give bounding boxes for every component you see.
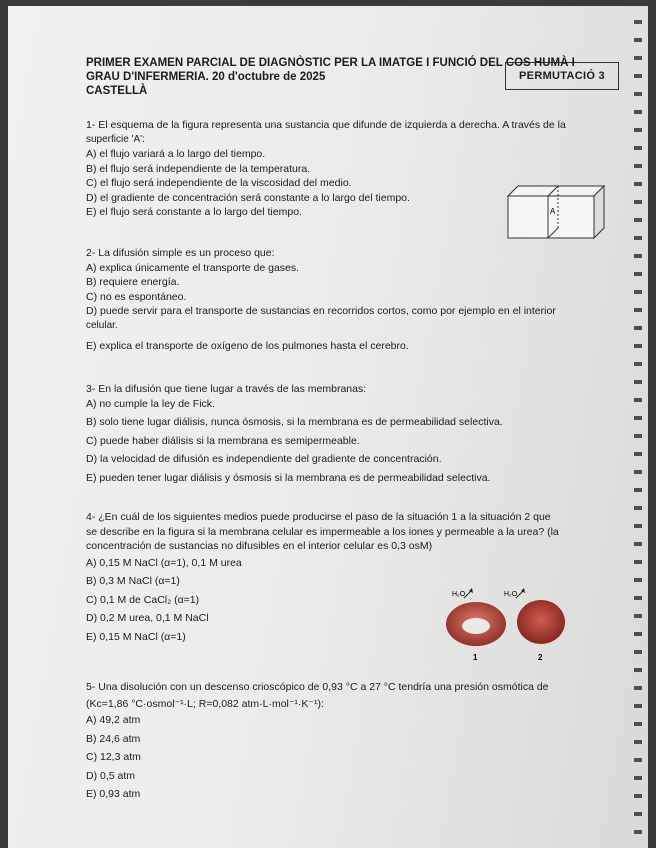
option-b: B) 0,3 M NaCl (α=1) [86,575,180,587]
question-2 [48,246,628,354]
exam-language: CASTELLÀ [86,85,148,97]
option-d: D) 0,5 atm [86,769,136,782]
option-b: B) el flujo será independiente de la temperatura. [86,162,311,175]
question-stem: 5- Una disolución con un descenso crioscópico de 0,93 °C a 27 °C tendría una presión osmótica de [86,681,549,693]
exam-subtitle: GRAU D'INFERMERIA. 20 d'octubre de 2025 [86,71,326,83]
option-a: A) no cumple la ley de Fick. [86,397,215,410]
option-e: E) el flujo será constante a lo largo del tiempo. [86,206,302,218]
option-b: B) solo tiene lugar diálisis, nunca ósmosis, si la membrana es de permeabilidad selectiva. [86,416,503,428]
option-d-continued: celular. [86,319,118,331]
water-label-1: H₂O [452,591,466,598]
question-stem: 4- ¿En cuál de los siguientes medios puede producirse el paso de la situación 1 a la situación 2 que [86,511,551,523]
question-stem: se describe en la figura si la membrana celular es impermeable a los iones y permeable a la urea? (la [86,525,559,538]
option-a: A) el flujo variará a lo largo del tiempo. [86,148,266,160]
option-e: E) pueden tener lugar diálisis y ósmosis si la membrana es de permeabilidad selectiva. [86,471,491,484]
water-label-2: H₂O [504,591,518,598]
option-d: D) la velocidad de difusión es independiente del gradiente de concentración. [86,453,442,465]
cell-1-label: 1 [473,653,478,662]
option-d: D) 0,2 M urea, 0,1 M NaCl [86,612,209,624]
red-cell-2 [517,600,565,644]
option-c: C) 0,1 M de CaCl₂ (α=1) [86,593,200,606]
option-e: E) explica el transporte de oxígeno de los pulmones hasta el cerebro. [86,340,409,352]
cell-2-label: 2 [538,653,543,662]
option-d: D) puede servir para el transporte de sustancias en recorridos cortos, como por ejemplo en el interior [86,305,556,317]
option-b: B) requiere energía. [86,276,180,288]
option-d: D) el gradiente de concentración será constante a lo largo del tiempo. [86,191,410,204]
permutation-badge: PERMUTACIÓ 3 [505,62,619,90]
option-a: A) explica únicamente el transporte de gases. [86,261,300,274]
question-stem: concentración de sustancias no difusibles en el interior celular es 0,3 osM) [86,540,433,552]
option-a: A) 49,2 atm [86,714,141,726]
option-c: C) el flujo será independiente de la viscosidad del medio. [86,177,352,189]
question-5 [48,680,628,802]
option-a: A) 0,15 M NaCl (α=1), 0,1 M urea [86,556,242,569]
spiral-binding [634,6,642,848]
diffusion-box-figure [504,180,608,240]
option-b: B) 24,6 atm [86,732,141,745]
cell-osmosis-figure [438,580,578,666]
cell-center-depression [462,618,490,634]
question-stem: 3- En la difusión que tiene lugar a través de las membranas: [86,383,367,395]
exam-sheet [8,6,648,848]
option-e: E) 0,15 M NaCl (α=1) [86,630,186,643]
surface-a-label: A [550,207,556,216]
exam-title: PRIMER EXAMEN PARCIAL DE DIAGNÒSTIC PER LA IMATGE I FUNCIÓ DEL COS HUMÀ I [86,57,575,69]
question-stem: superficie 'A': [86,133,145,145]
question-stem: 2- La difusión simple es un proceso que: [86,247,275,259]
option-c: C) no es espontáneo. [86,290,187,303]
question-stem: (Kc=1,86 °C·osmol⁻¹·L; R=0,082 atm·L·mol⁻¹·K⁻¹): [86,697,324,710]
option-c: C) puede haber diálisis si la membrana es semipermeable. [86,434,360,447]
question-stem: 1- El esquema de la figura representa una sustancia que difunde de izquierda a derecha. A través de la [86,119,566,131]
question-3 [48,382,628,485]
option-e: E) 0,93 atm [86,788,141,800]
option-c: C) 12,3 atm [86,751,141,763]
